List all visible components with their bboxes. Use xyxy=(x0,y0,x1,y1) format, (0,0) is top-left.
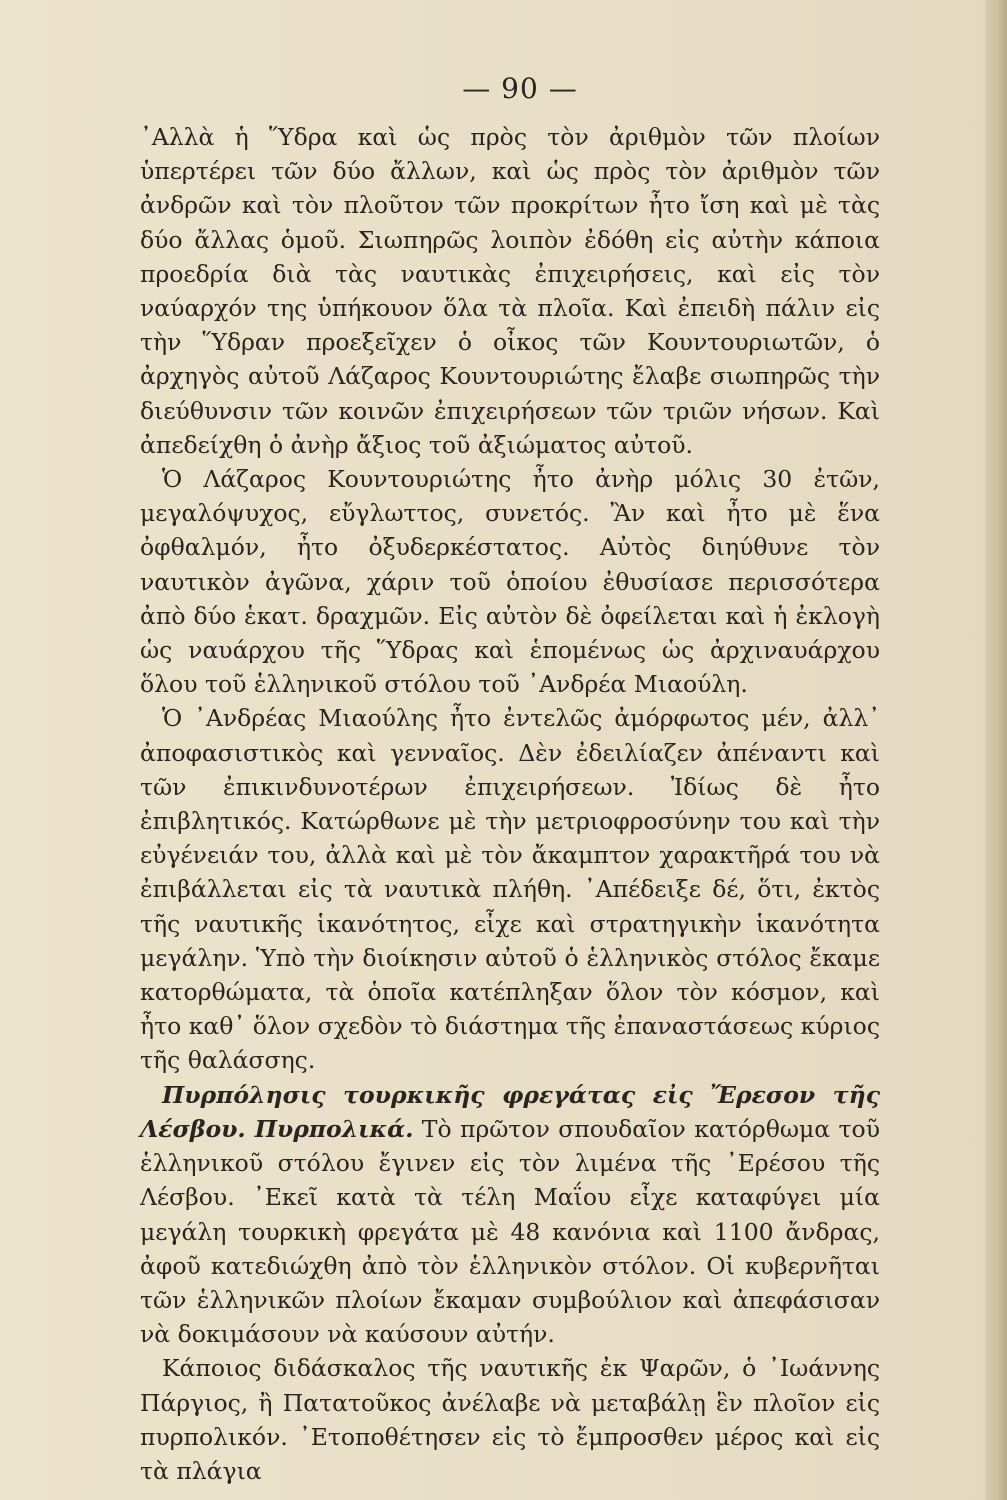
paragraph-5: Κάποιος διδάσκαλος τῆς ναυτικῆς ἐκ Ψαρῶν, ὁ ᾿Ιωάννης Πάργιος, ἢ Πατατοῦκος ἀνέλαβε νὰ μεταβάλῃ ἓν πλοῖον εἰς πυρπολικόν. ᾿Ετοποθέτησεν εἰς τὸ ἔμπροσθεν μέρος καὶ εἰς τὰ πλάγια xyxy=(140,1354,880,1485)
page-edge xyxy=(985,0,1007,1500)
paragraph-4: Πυρπόλησις τουρκικῆς φρεγάτας εἰς Ἔρεσον τῆς Λέσβου. Πυρπολικά. Τὸ πρῶτον σπουδαῖον κατόρθωμα τοῦ ἑλληνικοῦ στόλου ἔγινεν εἰς τὸν λιμένα τῆς ᾿Ερέσου τῆς Λέσβου. ᾿Εκεῖ κατὰ τὰ τέλη Μαΐου εἶχε καταφύγει μία μεγάλη τουρκικὴ φρεγάτα μὲ 48 κανόνια καὶ 1100 ἄνδρας, ἀφοῦ κατεδιώχθη ἀπὸ τὸν ἑλληνικὸν στόλον. Οἱ κυβερνῆται τῶν ἑλληνικῶν πλοίων ἔκαμαν συμβούλιον καὶ ἀπεφάσισαν νὰ δοκιμάσουν νὰ καύσουν αὐτήν. xyxy=(140,1080,880,1349)
paragraph-3: Ὁ ᾿Ανδρέας Μιαούλης ἦτο ἐντελῶς ἀμόρφωτος μέν, ἀλλ᾿ ἀποφασιστικὸς καὶ γενναῖος. Δὲν ἐδειλίαζεν ἀπέναντι καὶ τῶν ἐπικινδυνοτέρων ἐπιχειρήσεων. Ἰδίως δὲ ἦτο ἐπιβλητικός. Κατώρθωνε μὲ τὴν μετριοφροσύνην του καὶ τὴν εὐγένειάν του, ἀλλὰ καὶ μὲ τὸν ἄκαμπτον χαρακτῆρά του νὰ ἐπιβάλλεται εἰς τὰ ναυτικὰ πλήθη. ᾿Απέδειξε δέ, ὅτι, ἐκτὸς τῆς ναυτικῆς ἱκανότητος, εἶχε καὶ στρατηγικὴν ἱκανότητα μεγάλην. Ὑπὸ τὴν διοίκησιν αὐτοῦ ὁ ἑλληνικὸς στόλος ἔκαμε κατορθώματα, τὰ ὁποῖα κατέπληξαν ὅλον τὸν κόσμον, καὶ ἦτο καθ᾿ ὅλον σχεδὸν τὸ διάστημα τῆς ἐπαναστάσεως κύριος τῆς θαλάσσης. xyxy=(140,704,880,1075)
page-number: — 90 — xyxy=(462,72,578,105)
section-heading: Πυρπόλησις τουρκικῆς φρεγάτας εἰς Ἔρεσον τῆς Λέσβου. Πυρπολικά. xyxy=(140,1080,880,1143)
paragraph-2: Ὁ Λάζαρος Κουντουριώτης ἦτο ἀνὴρ μόλις 30 ἐτῶν, μεγαλόψυχος, εὔγλωττος, συνετός. Ἂν καὶ ἦτο μὲ ἕνα ὀφθαλμόν, ἦτο ὀξυδερκέστατος. Αὐτὸς διηύθυνε τὸν ναυτικὸν ἀγῶνα, χάριν τοῦ ὁποίου ἐθυσίασε περισσότερα ἀπὸ δύο ἑκατ. δραχμῶν. Εἰς αὐτὸν δὲ ὀφείλεται καὶ ἡ ἐκλογὴ ὡς ναυάρχου τῆς Ὕδρας καὶ ἑπομένως ὡς ἀρχιναυάρχου ὅλου τοῦ ἑλληνικοῦ στόλου τοῦ ᾿Ανδρέα Μιαούλη. xyxy=(140,465,880,699)
paragraph-1: ᾿Αλλὰ ἡ Ὕδρα καὶ ὡς πρὸς τὸν ἀριθμὸν τῶν πλοίων ὑπερτέρει τῶν δύο ἄλλων, καὶ ὡς πρὸς τὸν ἀριθμὸν τῶν ἀνδρῶν καὶ τὸν πλοῦτον τῶν προκρίτων ἦτο ἴση καὶ μὲ τὰς δύο ἄλλας ὁμοῦ. Σιωπηρῶς λοιπὸν ἐδόθη εἰς αὐτὴν κάποια προεδρία διὰ τὰς ναυτικὰς ἐπιχειρήσεις, καὶ εἰς τὸν ναύαρχόν της ὑπήκουον ὅλα τὰ πλοῖα. Καὶ ἐπειδὴ πάλιν εἰς τὴν Ὕδραν προεξεῖχεν ὁ οἶκος τῶν Κουντουριωτῶν, ὁ ἀρχηγὸς αὐτοῦ Λάζαρος Κουντουριώτης ἔλαβε σιωπηρῶς τὴν διεύθυνσιν τῶν κοινῶν ἐπιχειρήσεων τῶν τριῶν νήσων. Καὶ ἀπεδείχθη ὁ ἀνὴρ ἄξιος τοῦ ἀξιώματος αὐτοῦ. xyxy=(140,123,880,459)
body-text xyxy=(140,120,880,1488)
